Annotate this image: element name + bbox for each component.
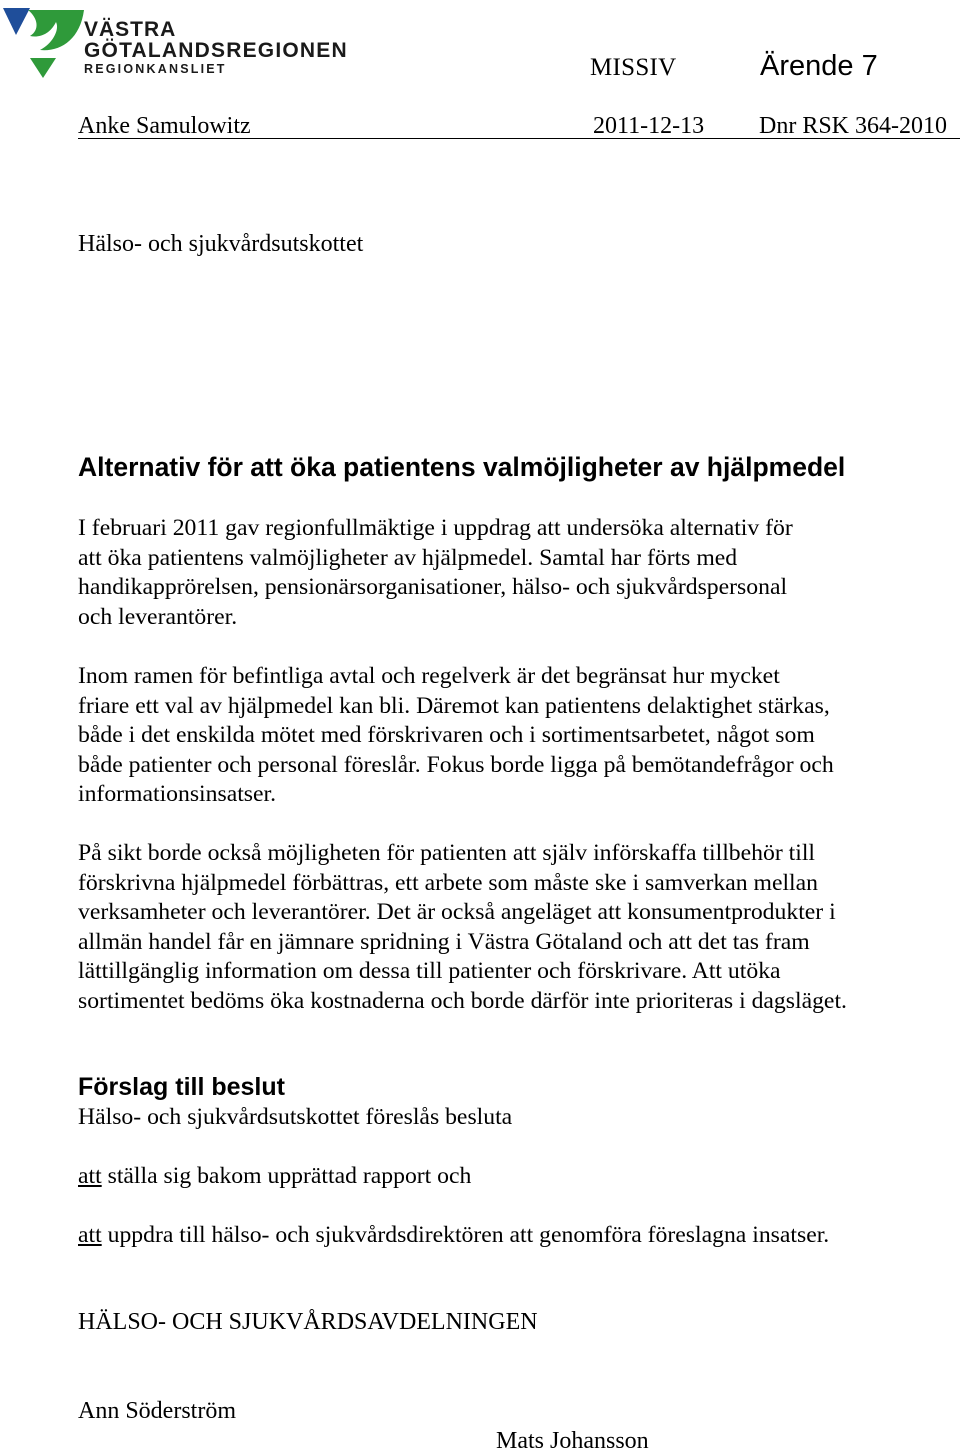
paragraph-line: förskrivna hjälpmedel förbättras, ett arbete som måste ske i samverkan mellan: [78, 869, 818, 896]
paragraph-line: lättillgänglig information om dessa till patienter och förskrivare. Att utöka: [78, 958, 781, 985]
logo-line-2: GÖTALANDSREGIONEN: [84, 39, 348, 62]
document-date: 2011-12-13: [593, 113, 705, 139]
paragraph-line: På sikt borde också möjligheten för patienten att själv införskaffa tillbehör till: [78, 840, 815, 866]
proposal-intro: Hälso- och sjukvårdsutskottet föreslås besluta: [78, 1104, 513, 1130]
organization-logo: [0, 0, 348, 82]
paragraph-2: [78, 662, 928, 810]
paragraph-line: allmän handel får en jämnare spridning i Västra Götaland och att det tas fram: [78, 928, 810, 955]
proposal-keyword: att: [78, 1222, 102, 1248]
paragraph-line: informationsinsatser.: [78, 781, 277, 808]
paragraph-line: friare ett val av hjälpmedel kan bli. Däremot kan patientens delaktighet stärkas,: [78, 692, 830, 719]
paragraph-line: både i det enskilda mötet med förskrivaren och i sortimentsarbetet, något som: [78, 722, 815, 749]
paragraph-line: Inom ramen för befintliga avtal och regelverk är det begränsat hur mycket: [78, 663, 780, 689]
proposal-text: uppdra till hälso- och sjukvårdsdirektören att genomföra föreslagna insatser.: [101, 1222, 830, 1248]
signature-2: Mats Johansson: [496, 1428, 649, 1454]
paragraph-line: verksamheter och leverantörer. Det är också angeläget att konsumentprodukter i: [78, 899, 836, 926]
document-type: MISSIV: [590, 54, 677, 81]
logo-line-1: VÄSTRA: [84, 18, 177, 41]
header-divider: [78, 138, 960, 139]
paragraph-line: I februari 2011 gav regionfullmäktige i uppdrag att undersöka alternativ för: [78, 515, 793, 541]
case-number: Ärende 7: [760, 50, 878, 82]
paragraph-line: både patienter och personal föreslår. Fokus borde ligga på bemötandefrågor och: [78, 751, 834, 778]
proposal-keyword: att: [78, 1163, 102, 1189]
reference-number: Dnr RSK 364-2010: [759, 113, 948, 139]
proposal-heading: Förslag till beslut: [78, 1073, 285, 1101]
department-name: HÄLSO- OCH SJUKVÅRDSAVDELNINGEN: [78, 1309, 538, 1335]
paragraph-line: handikapprörelsen, pensionärsorganisationer, hälso- och sjukvårdspersonal: [78, 574, 788, 601]
paragraph-line: och leverantörer.: [78, 603, 238, 630]
paragraph-3: [78, 839, 928, 1017]
paragraph-line: sortimentet bedöms öka kostnaderna och borde därför inte prioriteras i dagsläget.: [78, 987, 847, 1014]
paragraph-line: att öka patientens valmöjligheter av hjälpmedel. Samtal har förts med: [78, 544, 738, 571]
paragraph-1: [78, 514, 928, 632]
author-name: Anke Samulowitz: [78, 113, 251, 139]
proposal-item-1: [78, 1163, 471, 1190]
logo-line-3: REGIONKANSLIET: [84, 62, 227, 76]
document-title: Alternativ för att öka patientens valmöjligheter av hjälpmedel: [78, 452, 846, 482]
proposal-item-2: [78, 1222, 829, 1249]
signature-1: Ann Söderström: [78, 1398, 236, 1424]
recipient: Hälso- och sjukvårdsutskottet: [78, 231, 364, 257]
region-emblem-icon: [0, 0, 90, 82]
proposal-text: ställa sig bakom upprättad rapport och: [101, 1163, 472, 1189]
